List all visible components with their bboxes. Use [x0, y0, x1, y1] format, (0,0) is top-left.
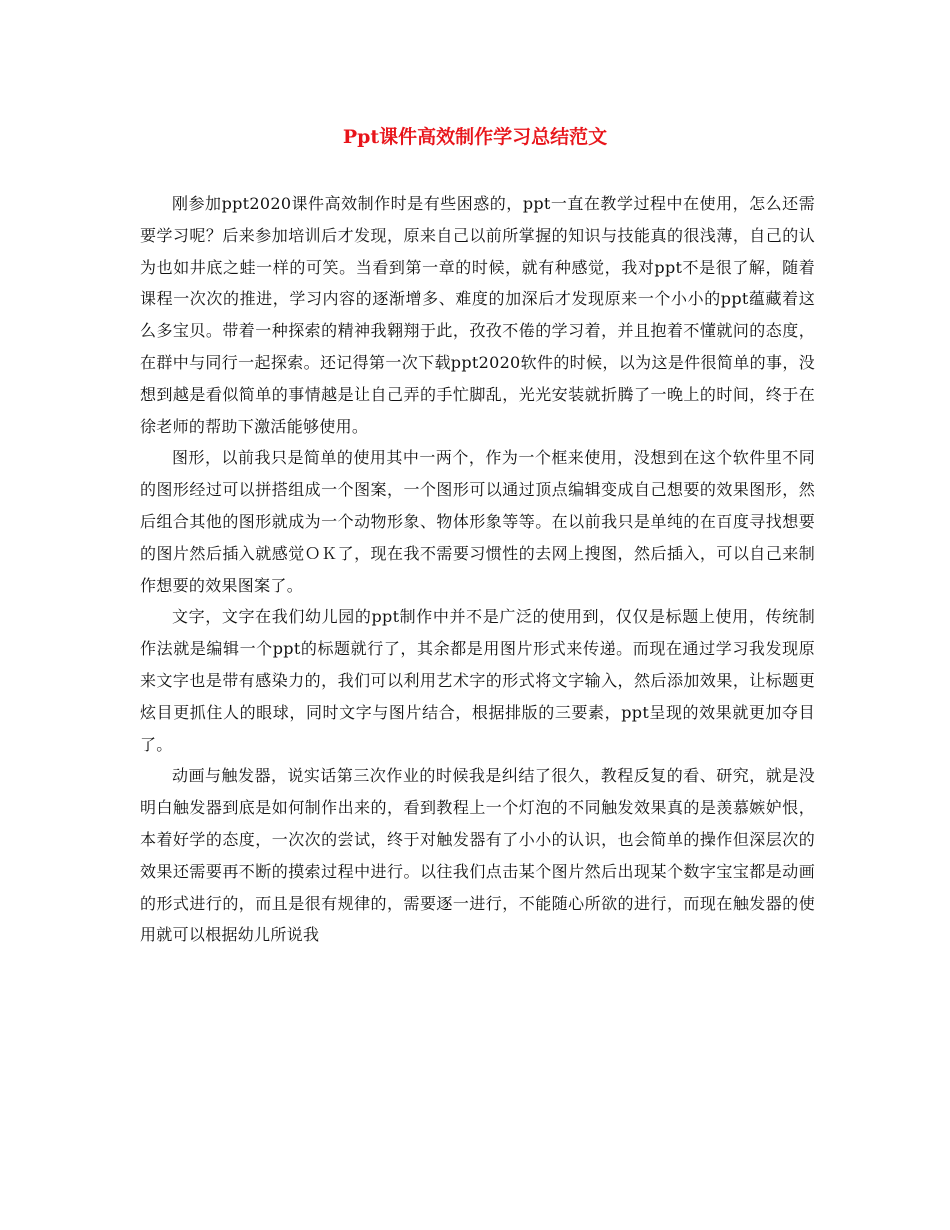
paragraph-2: 图形，以前我只是简单的使用其中一两个，作为一个框来使用，没想到在这个软件里不同的图形经过可以拼搭组成一个图案，一个图形可以通过顶点编辑变成自己想要的效果图形，然后组合其他的图形就成为一个动物形象、物体形象等等。在以前我只是单纯的在百度寻找想要的图片然后插入就感觉ＯＫ了，现在我不需要习惯性的去网上搜图，然后插入，可以自己来制作想要的效果图案了。	[140, 448, 815, 595]
paragraph-3: 文字，文字在我们幼儿园的ppt制作中并不是广泛的使用到，仅仅是标题上使用，传统制作法就是编辑一个ppt的标题就行了，其余都是用图片形式来传递。而现在通过学习我发现原来文字也是带有感染力的，我们可以利用艺术字的形式将文字输入，然后添加效果，让标题更炫目更抓住人的眼球，同时文字与图片结合，根据排版的三要素，ppt呈现的效果就更加夺目了。	[140, 607, 815, 754]
document-title: Ppt课件高效制作学习总结范文	[342, 126, 608, 148]
paragraph-4: 动画与触发器，说实话第三次作业的时候我是纠结了很久，教程反复的看、研究，就是没明白触发器到底是如何制作出来的，看到教程上一个灯泡的不同触发效果真的是羡慕嫉妒恨，本着好学的态度，一次次的尝试，终于对触发器有了小小的认识，也会简单的操作但深层次的效果还需要再不断的摸索过程中进行。以往我们点击某个图片然后出现某个数字宝宝都是动画的形式进行的，而且是很有规律的，需要逐一进行，不能随心所欲的进行，而现在触发器的使用就可以根据幼儿所说我	[140, 766, 815, 945]
paragraph-1: 刚参加ppt2020课件高效制作时是有些困惑的，ppt一直在教学过程中在使用，怎么还需要学习呢？后来参加培训后才发现，原来自己以前所掌握的知识与技能真的很浅薄，自己的认为也如井底之蛙一样的可笑。当看到第一章的时候，就有种感觉，我对ppt不是很了解，随着课程一次次的推进，学习内容的逐渐增多、难度的加深后才发现原来一个小小的ppt蕴藏着这么多宝贝。带着一种探索的精神我翱翔于此，孜孜不倦的学习着，并且抱着不懂就问的态度，在群中与同行一起探索。还记得第一次下载ppt2020软件的时候，以为这是件很简单的事，没想到越是看似简单的事情越是让自己弄的手忙脚乱，光光安装就折腾了一晚上的时间，终于在徐老师的帮助下激活能够使用。	[140, 194, 815, 436]
document-body	[140, 188, 815, 951]
